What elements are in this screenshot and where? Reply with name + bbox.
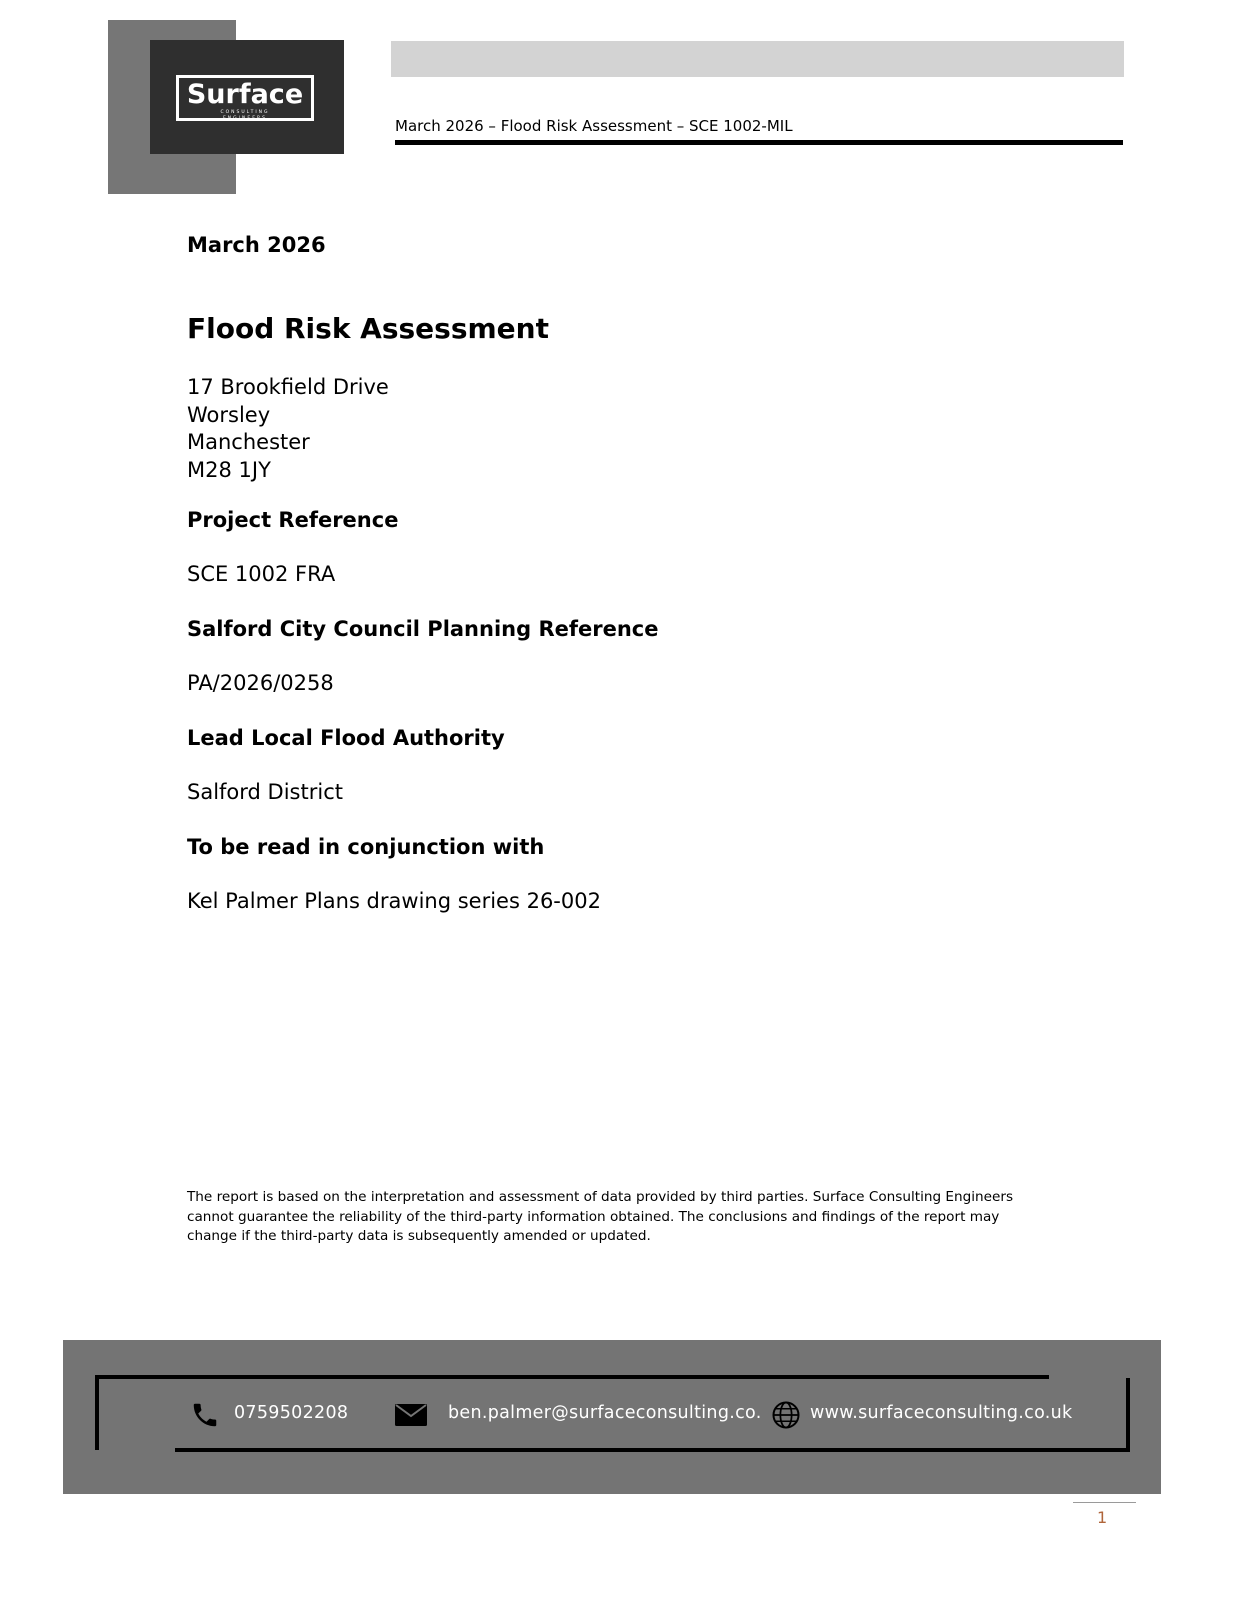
phone-icon	[190, 1400, 220, 1430]
read-with-heading: To be read in conjunction with	[187, 835, 545, 859]
project-reference-heading: Project Reference	[187, 508, 399, 532]
page-number: 1	[1097, 1508, 1108, 1527]
report-date: March 2026	[187, 233, 326, 257]
logo-subline-2: ENGINEERS	[222, 116, 268, 121]
flood-authority-heading: Lead Local Flood Authority	[187, 726, 505, 750]
planning-reference-heading: Salford City Council Planning Reference	[187, 617, 659, 641]
footer-phone[interactable]: 0759502208	[234, 1403, 349, 1423]
read-with-value: Kel Palmer Plans drawing series 26-002	[187, 889, 601, 913]
report-title: Flood Risk Assessment	[187, 312, 549, 345]
address-line: 17 Brookfield Drive	[187, 375, 389, 399]
disclaimer: The report is based on the interpretation and assessment of data provided by third parties. Surface Consulting Engineers cannot guarantee the reliability of the third-party information obtained. The conclusions and findings of the report may change if the third-party data is subsequently amended or updated.	[187, 1189, 1014, 1244]
planning-reference-value: PA/2026/0258	[187, 671, 334, 695]
footer-frame-bottom	[175, 1448, 1130, 1452]
flood-authority-value: Salford District	[187, 780, 343, 804]
footer-frame-top	[95, 1375, 1049, 1379]
address-line: M28 1JY	[187, 457, 271, 482]
logo-subline-1: CONSULTING	[220, 110, 270, 115]
logo-wordmark: Surface	[186, 79, 304, 110]
page-number-rule	[1073, 1502, 1136, 1503]
address-line: Manchester	[187, 430, 310, 454]
envelope-icon	[395, 1404, 427, 1426]
address-line: Worsley	[187, 402, 271, 427]
footer-frame-left	[95, 1375, 99, 1450]
footer-email[interactable]: ben.palmer@surfaceconsulting.co.	[448, 1403, 762, 1423]
company-logo	[176, 75, 314, 121]
header-rule	[395, 140, 1123, 145]
globe-icon	[771, 1400, 801, 1430]
project-reference-value: SCE 1002 FRA	[187, 562, 336, 586]
header-bar	[391, 41, 1124, 77]
footer-website[interactable]: www.surfaceconsulting.co.uk	[810, 1403, 1073, 1423]
footer-frame-right	[1126, 1378, 1130, 1452]
running-header: March 2026 – Flood Risk Assessment – SCE 1002-MIL	[395, 117, 793, 135]
site-address	[187, 374, 389, 484]
